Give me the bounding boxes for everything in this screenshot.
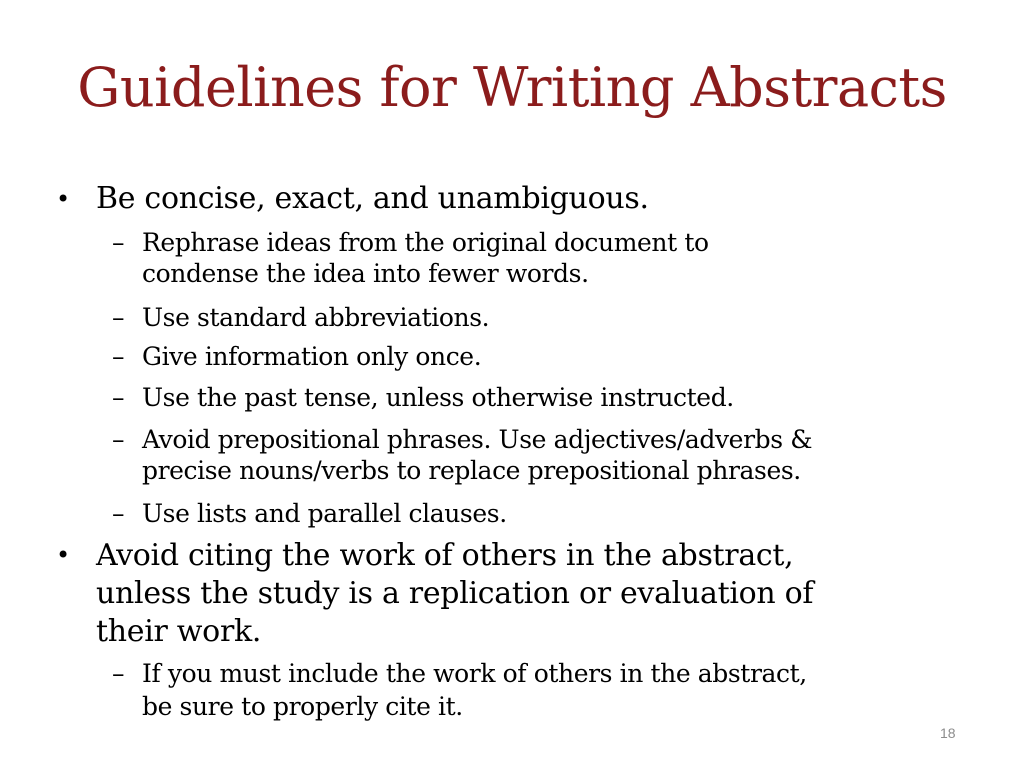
- sub-1-5-line-2: precise nouns/verbs to replace prepositional phrases.: [142, 456, 801, 485]
- dash-marker: –: [112, 228, 125, 257]
- bullet-marker: •: [56, 541, 71, 569]
- sub-2-1-line-1: If you must include the work of others in the abstract,: [142, 659, 807, 688]
- sub-1-1-line-2: condense the idea into fewer words.: [142, 259, 589, 288]
- dash-marker: –: [112, 425, 125, 454]
- bullet-2-line-1: Avoid citing the work of others in the abstract,: [96, 538, 794, 573]
- dash-marker: –: [112, 303, 125, 332]
- dash-marker: –: [112, 383, 125, 412]
- sub-1-2-line-1: Use standard abbreviations.: [142, 303, 490, 332]
- page-number: 18: [940, 725, 956, 741]
- sub-1-1-line-1: Rephrase ideas from the original document to: [142, 228, 709, 257]
- sub-2-1-line-2: be sure to properly cite it.: [142, 692, 463, 721]
- bullet-2-line-3: their work.: [96, 614, 262, 649]
- sub-1-3-line-1: Give information only once.: [142, 342, 482, 371]
- bullet-1-line-1: Be concise, exact, and unambiguous.: [96, 181, 649, 216]
- slide-title: Guidelines for Writing Abstracts: [77, 56, 947, 119]
- dash-marker: –: [112, 342, 125, 371]
- sub-1-6-line-1: Use lists and parallel clauses.: [142, 499, 507, 528]
- bullet-marker: •: [56, 185, 71, 213]
- dash-marker: –: [112, 499, 125, 528]
- sub-1-5-line-1: Avoid prepositional phrases. Use adjectives/adverbs &: [142, 425, 813, 454]
- dash-marker: –: [112, 659, 125, 688]
- sub-1-4-line-1: Use the past tense, unless otherwise instructed.: [142, 383, 734, 412]
- bullet-2-line-2: unless the study is a replication or evaluation of: [96, 576, 814, 611]
